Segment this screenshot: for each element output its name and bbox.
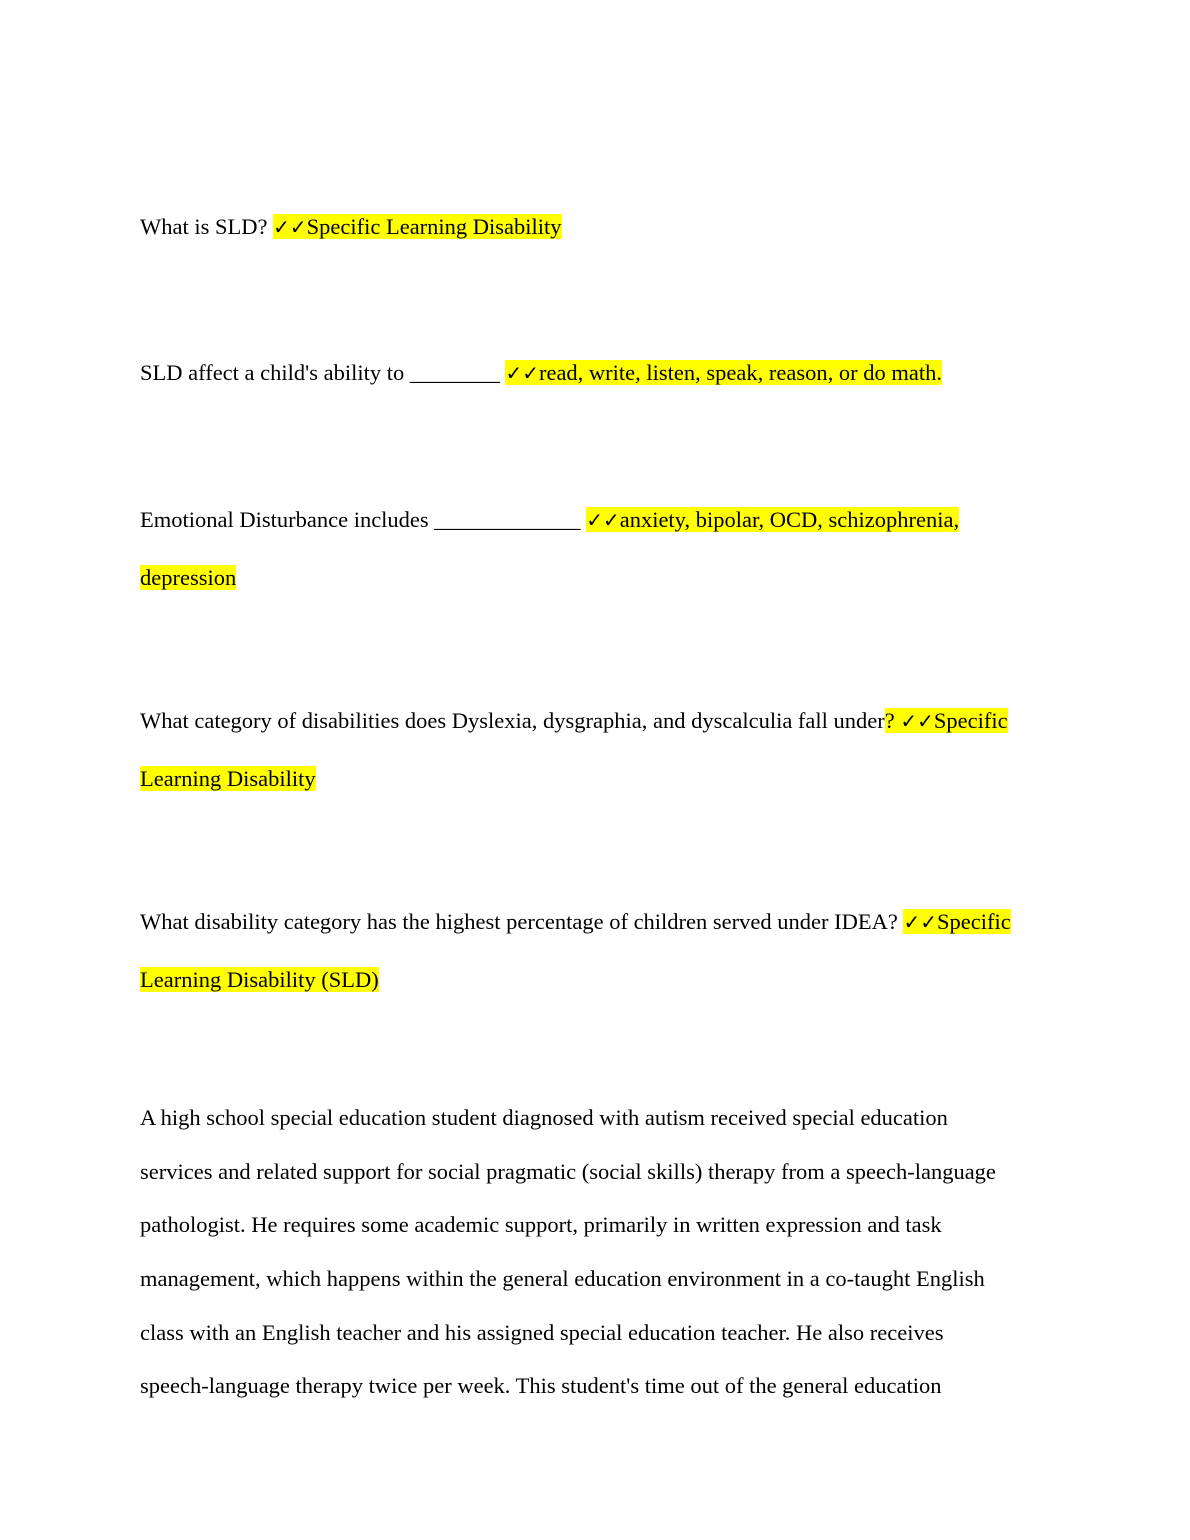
answer-text-continued: Learning Disability	[140, 766, 316, 791]
question-text: What is SLD?	[140, 214, 274, 239]
qa-item-5	[140, 907, 1011, 937]
qa-item-4	[140, 706, 1008, 736]
qa-item-4-continuation	[140, 764, 316, 794]
paragraph-line: A high school special education student diagnosed with autism received special education	[140, 1105, 948, 1130]
paragraph-line: services and related support for social pragmatic (social skills) therapy from a speech-language	[140, 1159, 996, 1184]
answer-text: anxiety, bipolar, OCD, schizophrenia,	[619, 507, 960, 532]
paragraph-line: class with an English teacher and his assigned special education teacher. He also receives	[140, 1320, 944, 1345]
question-text: SLD affect a child's ability to ________	[140, 360, 506, 385]
question-text: What disability category has the highest percentage of children served under IDEA?	[140, 909, 904, 934]
answer-text: Specific Learning Disability	[306, 214, 562, 239]
answer-highlight	[885, 708, 1008, 733]
qa-item-3	[140, 505, 959, 535]
question-text: What category of disabilities does Dyslexia, dysgraphia, and dyscalculia fall under	[140, 708, 885, 733]
answer-text: Specific	[933, 708, 1008, 733]
answer-highlight	[273, 214, 561, 239]
double-check-icon: ✓✓	[903, 910, 937, 934]
answer-highlight	[505, 360, 942, 385]
double-check-icon: ✓✓	[505, 361, 539, 385]
answer-highlight	[903, 909, 1010, 934]
paragraph-line: management, which happens within the general education environment in a co-taught English	[140, 1266, 985, 1291]
answer-text: Specific	[936, 909, 1011, 934]
question-text: Emotional Disturbance includes _____________	[140, 507, 587, 532]
answer-text: read, write, listen, speak, reason, or do math.	[538, 360, 942, 385]
qa-item-5-continuation	[140, 965, 379, 995]
paragraph-line: speech-language therapy twice per week. This student's time out of the general education	[140, 1373, 942, 1398]
qa-item-1	[140, 212, 562, 242]
answer-text-continued: Learning Disability (SLD)	[140, 967, 379, 992]
qa-item-3-continuation	[140, 563, 236, 593]
answer-highlight	[586, 507, 959, 532]
qa-item-2	[140, 358, 942, 388]
double-check-icon: ✓✓	[900, 709, 934, 733]
answer-text-continued: depression	[140, 565, 237, 590]
double-check-icon: ✓✓	[586, 508, 620, 532]
question-mark: ?	[884, 708, 901, 733]
paragraph-line: pathologist. He requires some academic support, primarily in written expression and task	[140, 1212, 942, 1237]
double-check-icon: ✓✓	[273, 215, 307, 239]
